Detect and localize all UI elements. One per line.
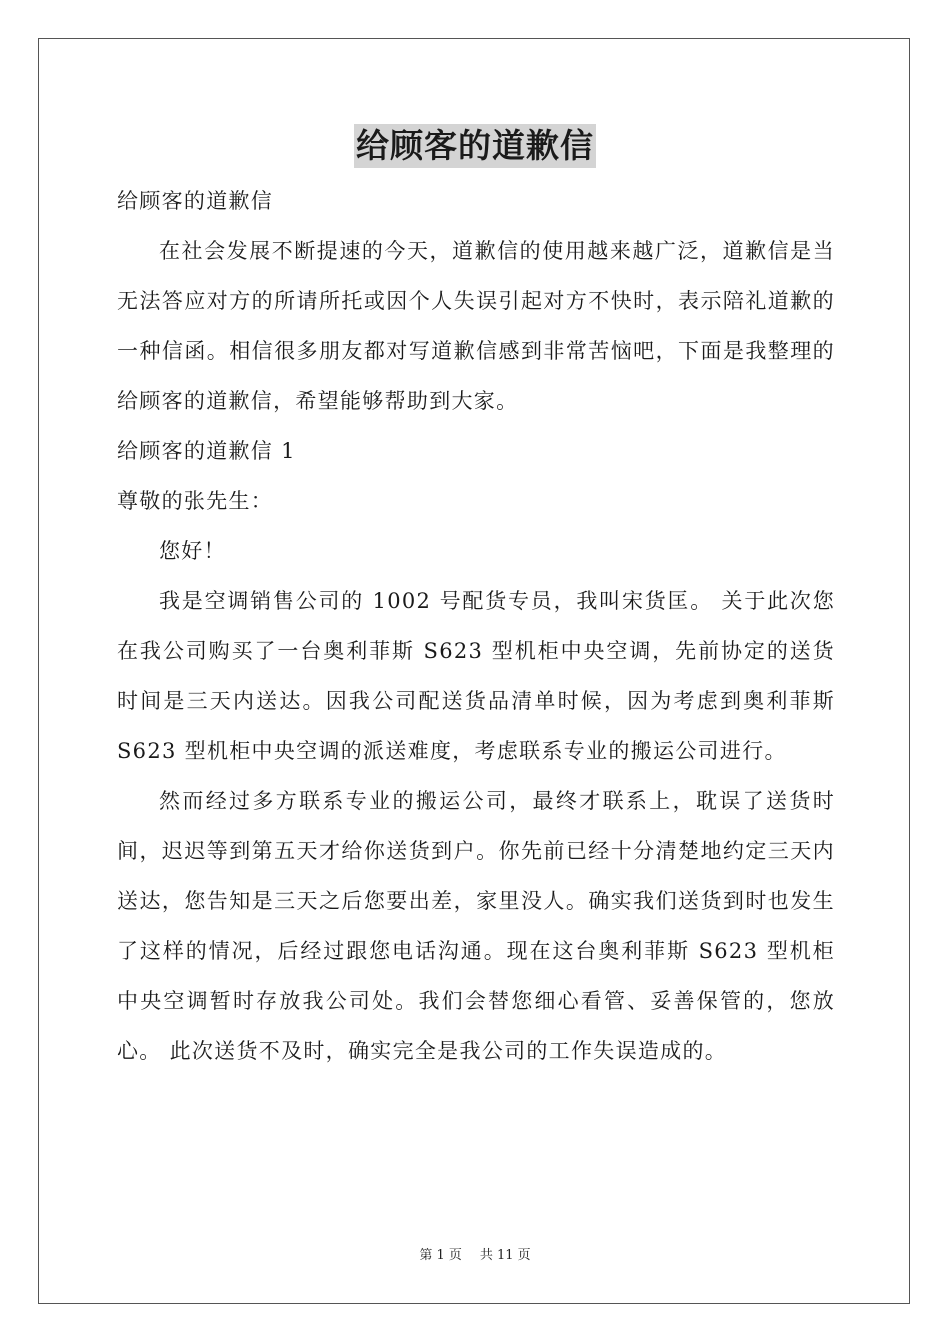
document-body <box>117 176 835 1076</box>
title-container <box>0 124 950 168</box>
page-total: 共 11 页 <box>479 1248 531 1263</box>
paragraph-heading-letter-1: 给顾客的道歉信 1 <box>117 439 296 463</box>
page-number: 第 1 页 <box>419 1248 462 1263</box>
paragraph-greeting: 您好！ <box>159 539 226 563</box>
paragraph-salutation: 尊敬的张先生： <box>117 489 274 513</box>
paragraph-intro: 在社会发展不断提速的今天，道歉信的使用越来越广泛，道歉信是当无法答应对方的所请所托或因个人失误引起对方不快时，表示陪礼道歉的一种信函。相信很多朋友都对写道歉信感到非常苦恼吧，下面是我整理的给顾客的道歉信，希望能够帮助到大家。 <box>117 239 835 413</box>
paragraph-subtitle: 给顾客的道歉信 <box>117 189 274 213</box>
page-footer <box>0 1244 950 1263</box>
document-title: 给顾客的道歉信 <box>354 124 596 168</box>
paragraph-body-2: 然而经过多方联系专业的搬运公司，最终才联系上，耽误了送货时间，迟迟等到第五天才给你送货到户。你先前已经十分清楚地约定三天内送达，您告知是三天之后您要出差，家里没人。确实我们送货到时也发生了这样的情况，后经过跟您电话沟通。现在这台奥利菲斯 S623 型机柜中央空调暂时存放我公司处。我们会替您细心看管、妥善保管的，您放心。 此次送货不及时，确实完全是我公司的工作失误造成的。 <box>117 789 835 1063</box>
paragraph-body-1: 我是空调销售公司的 1002 号配货专员，我叫宋货匡。 关于此次您在我公司购买了一台奥利菲斯 S623 型机柜中央空调，先前协定的送货时间是三天内送达。因我公司配送货品清单时候，因为考虑到奥利菲斯 S623 型机柜中央空调的派送难度，考虑联系专业的搬运公司进行。 <box>117 589 835 763</box>
